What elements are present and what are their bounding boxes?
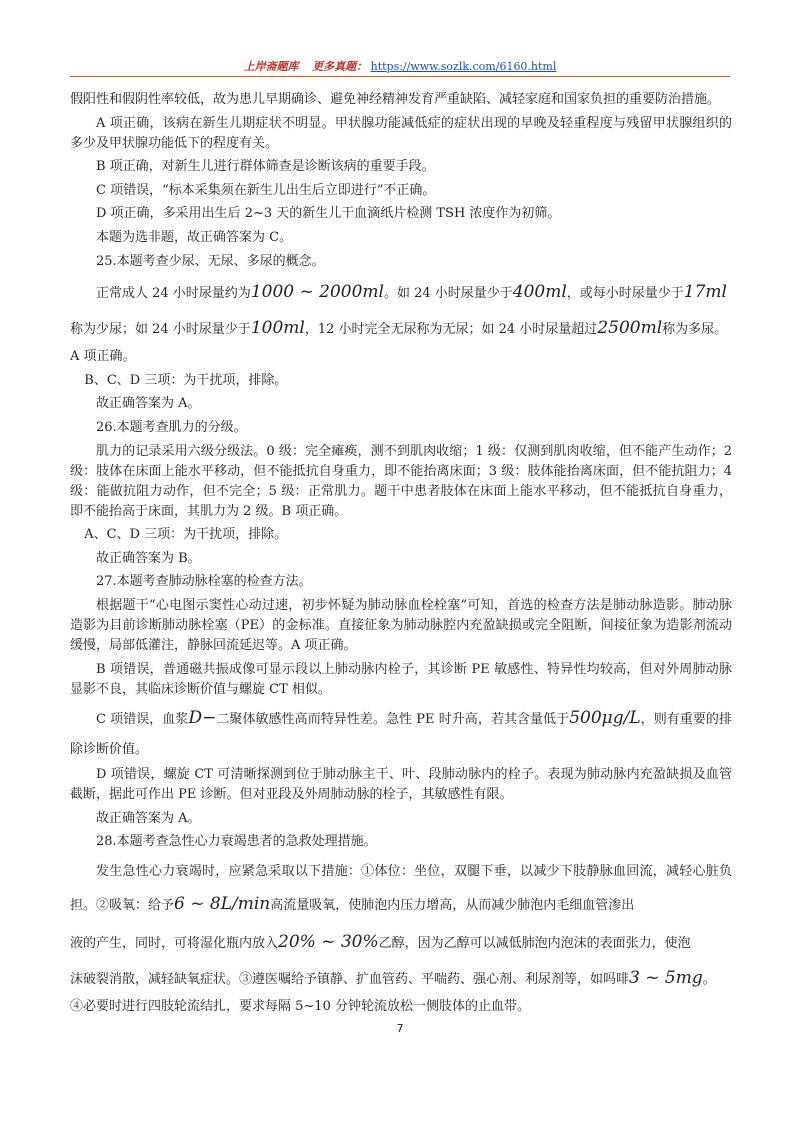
paragraph: D 项正确，多采用出生后 2~3 天的新生儿干血滴纸片检测 TSH 浓度作为初筛。 [96,206,561,222]
paragraph: B 项正确，对新生儿进行群体筛查是诊断该病的重要手段。 [96,159,435,175]
paragraph: 根据题干“心电图示窦性心动过速，初步怀疑为肺动脉血栓栓塞”可知，首选的检查方法是肺动脉造影。肺动脉造影为目前诊断肺动脉栓塞（PE）的金标准。直接征象为肺动脉腔内充盈缺损或完全阻断，间接征象为造影剂流动缓慢，局部低灌注，静脉回流延迟等。A 项正确。 [70,597,732,653]
paragraph: C 项错误，血浆D−二聚体敏感性高而特异性差。急性 PE 时升高，若其含量低于500μg/L，则有重要的排除诊断价值。 [70,708,732,758]
paragraph: 称为少尿；如 24 小时尿量少于100ml，12 小时完全无尿称为无尿；如 24 小时尿量超过2500ml称为多尿。 [70,318,728,339]
page-content [70,90,732,1021]
paragraph: 发生急性心力衰竭时，应紧急采取以下措施：①体位：坐位，双腿下垂，以减少下肢静脉血回流，减轻心脏负担。②吸氧：给予6 ~ 8L/min高流量吸氧，使肺泡内压力增高，从而减少肺泡内毛细血管渗出 [70,863,732,914]
question-heading: 27.本题考查肺动脉栓塞的检查方法。 [96,574,312,590]
question-heading: 26.本题考查肌力的分级。 [96,419,247,435]
paragraph: 液的产生，同时，可将湿化瓶内放入20% ~ 30%乙醇，因为乙醇可以减低肺泡内泡沫的表面张力，使泡 [70,932,691,953]
paragraph: D 项错误，螺旋 CT 可清晰探测到位于肺动脉主干、叶、段肺动脉内的栓子。表现为肺动脉内充盈缺损及血管截断，据此可作出 PE 诊断。但对亚段及外周肺动脉的栓子，其敏感性有限。 [70,767,732,803]
paragraph: 沫破裂消散，减轻缺氧症状。③遵医嘱给予镇静、扩血管药、平喘药、强心剂、利尿剂等，如吗啡3 ~ 5mg。 [70,968,716,989]
page-number: 7 [396,1022,404,1035]
question-heading: 25.本题考查少尿、无尿、多尿的概念。 [96,253,325,269]
paragraph: 肌力的记录采用六级分级法。0 级：完全瘫痪，测不到肌肉收缩；1 级：仅测到肌肉收缩，但不能产生动作；2 级：肢体在床面上能水平移动，但不能抵抗自身重力，即不能抬离床面；3 级：肢体能抬离床面，但不能抗阻力；4 级：能做抗阻力动作，但不完全；5 级：正常肌力。题干中患者肢体在床面上能水平移动，但不能抵抗自身重力，即不能抬高于床面，其肌力为 2 级。B 项正确。 [70,443,732,519]
paragraph: ④必要时进行四肢轮流结扎，要求每隔 5~10 分钟轮流放松一侧肢体的止血带。 [70,999,530,1015]
paragraph: A、C、D 三项：为干扰项，排除。 [84,527,288,543]
paragraph: A 项正确，该病在新生儿期症状不明显。甲状腺功能减低症的症状出现的早晚及轻重程度与残留甲状腺组织的多少及甲状腺功能低下的程度有关。 [70,115,732,151]
paragraph: B、C、D 三项：为干扰项，排除。 [84,372,288,388]
paragraph: 故正确答案为 A。 [96,810,201,826]
paragraph: 故正确答案为 B。 [96,550,201,566]
header-link[interactable]: https://www.sozlk.com/6160.html [370,60,557,73]
paragraph: 正常成人 24 小时尿量约为1000 ~ 2000ml。如 24 小时尿量少于400ml，或每小时尿量少于17ml [96,282,727,303]
paragraph: 故正确答案为 A。 [96,396,201,412]
page-header [70,58,730,77]
paragraph: 假阳性和假阴性率较低，故为患儿早期确诊、避免神经精神发育严重缺陷、减轻家庭和国家负担的重要防治措施。 [70,92,721,107]
paragraph: A 项正确。 [70,349,136,365]
header-brand: 上岸斋题库 [243,60,299,73]
paragraph: C 项错误，“标本采集须在新生儿出生后立即进行”不正确。 [96,182,436,198]
paragraph: B 项错误，普通磁共振成像可显示段以上肺动脉内栓子，其诊断 PE 敏感性、特异性均较高，但对外周肺动脉显影不良，其临床诊断价值与螺旋 CT 相似。 [70,661,732,697]
paragraph: 本题为选非题，故正确答案为 C。 [96,229,293,245]
header-label: 更多真题： [312,60,368,73]
question-heading: 28.本题考查急性心力衰竭患者的急救处理措施。 [96,834,377,850]
